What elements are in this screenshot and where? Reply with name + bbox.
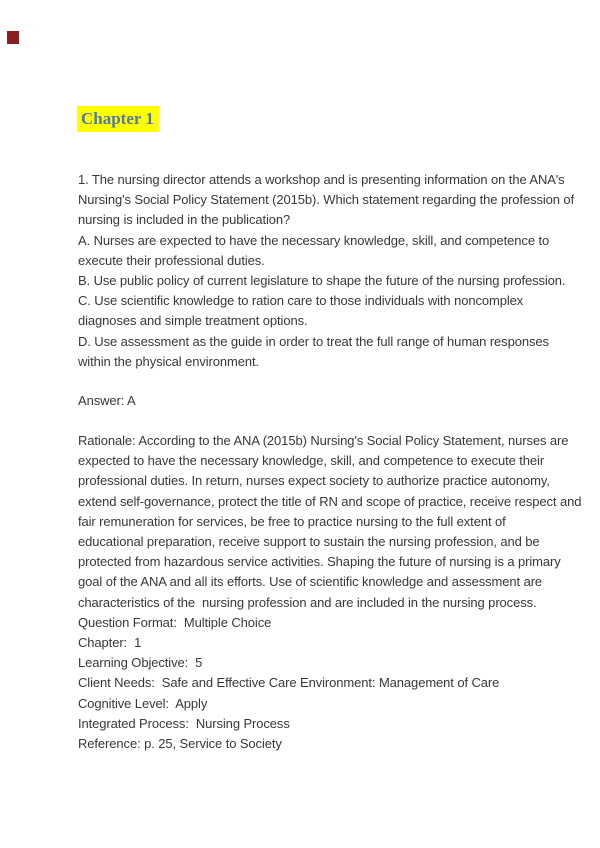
text-line: extend self-governance, protect the title of RN and scope of practice, receive respect and — [78, 493, 582, 509]
text-line: professional duties. In return, nurses expect society to authorize practice autonomy, — [78, 473, 550, 489]
text-line: Integrated Process: Nursing Process — [78, 715, 290, 731]
rationale-text — [78, 431, 583, 613]
text-line: C. Use scientific knowledge to ration care to those individuals with noncomplex — [78, 293, 524, 309]
text-line: protected from hazardous service activities. Shaping the future of nursing is a primary — [78, 554, 561, 570]
red-marker — [7, 31, 19, 44]
question-metadata — [78, 613, 583, 754]
text-line: nursing is included in the publication? — [78, 212, 291, 228]
text-line: Rationale: According to the ANA (2015b) Nursing's Social Policy Statement, nurses are — [78, 433, 569, 448]
text-line: B. Use public policy of current legislature to shape the future of the nursing profession. — [78, 273, 566, 289]
text-line: within the physical environment. — [78, 353, 260, 369]
text-line: Question Format: Multiple Choice — [78, 614, 272, 630]
text-line: D. Use assessment as the guide in order to treat the full range of human responses — [78, 333, 549, 349]
text-line: Reference: p. 25, Service to Society — [78, 736, 282, 752]
text-line: expected to have the necessary knowledge, skill, and competence to execute their — [78, 453, 545, 469]
text-line: 1. The nursing director attends a workshop and is presenting information on the ANA's — [78, 172, 565, 187]
text-line: fair remuneration for services, be free to practice nursing to the full extent of — [78, 513, 506, 529]
text-line: A. Nurses are expected to have the necessary knowledge, skill, and competence to — [78, 232, 550, 248]
chapter-heading — [77, 106, 159, 132]
text-line: Cognitive Level: Apply — [78, 695, 208, 711]
text-line: Nursing's Social Policy Statement (2015b). Which statement regarding the profession of — [78, 192, 575, 208]
answer-line: Answer: A — [78, 393, 136, 408]
text-line: Learning Objective: 5 — [78, 655, 203, 671]
text-line: Chapter: 1 — [78, 635, 142, 650]
text-line: educational preparation, receive support to sustain the nursing profession, and be — [78, 534, 540, 550]
question-text — [78, 170, 583, 372]
text-line: execute their professional duties. — [78, 252, 265, 268]
chapter-heading-highlight: Chapter 1 — [77, 106, 159, 132]
text-line: diagnoses and simple treatment options. — [78, 313, 308, 329]
text-line: characteristics of the nursing profession and are included in the nursing process. — [78, 594, 537, 610]
text-line: goal of the ANA and all its efforts. Use of scientific knowledge and assessment are — [78, 574, 543, 590]
text-line: Client Needs: Safe and Effective Care Environment: Management of Care — [78, 675, 500, 691]
